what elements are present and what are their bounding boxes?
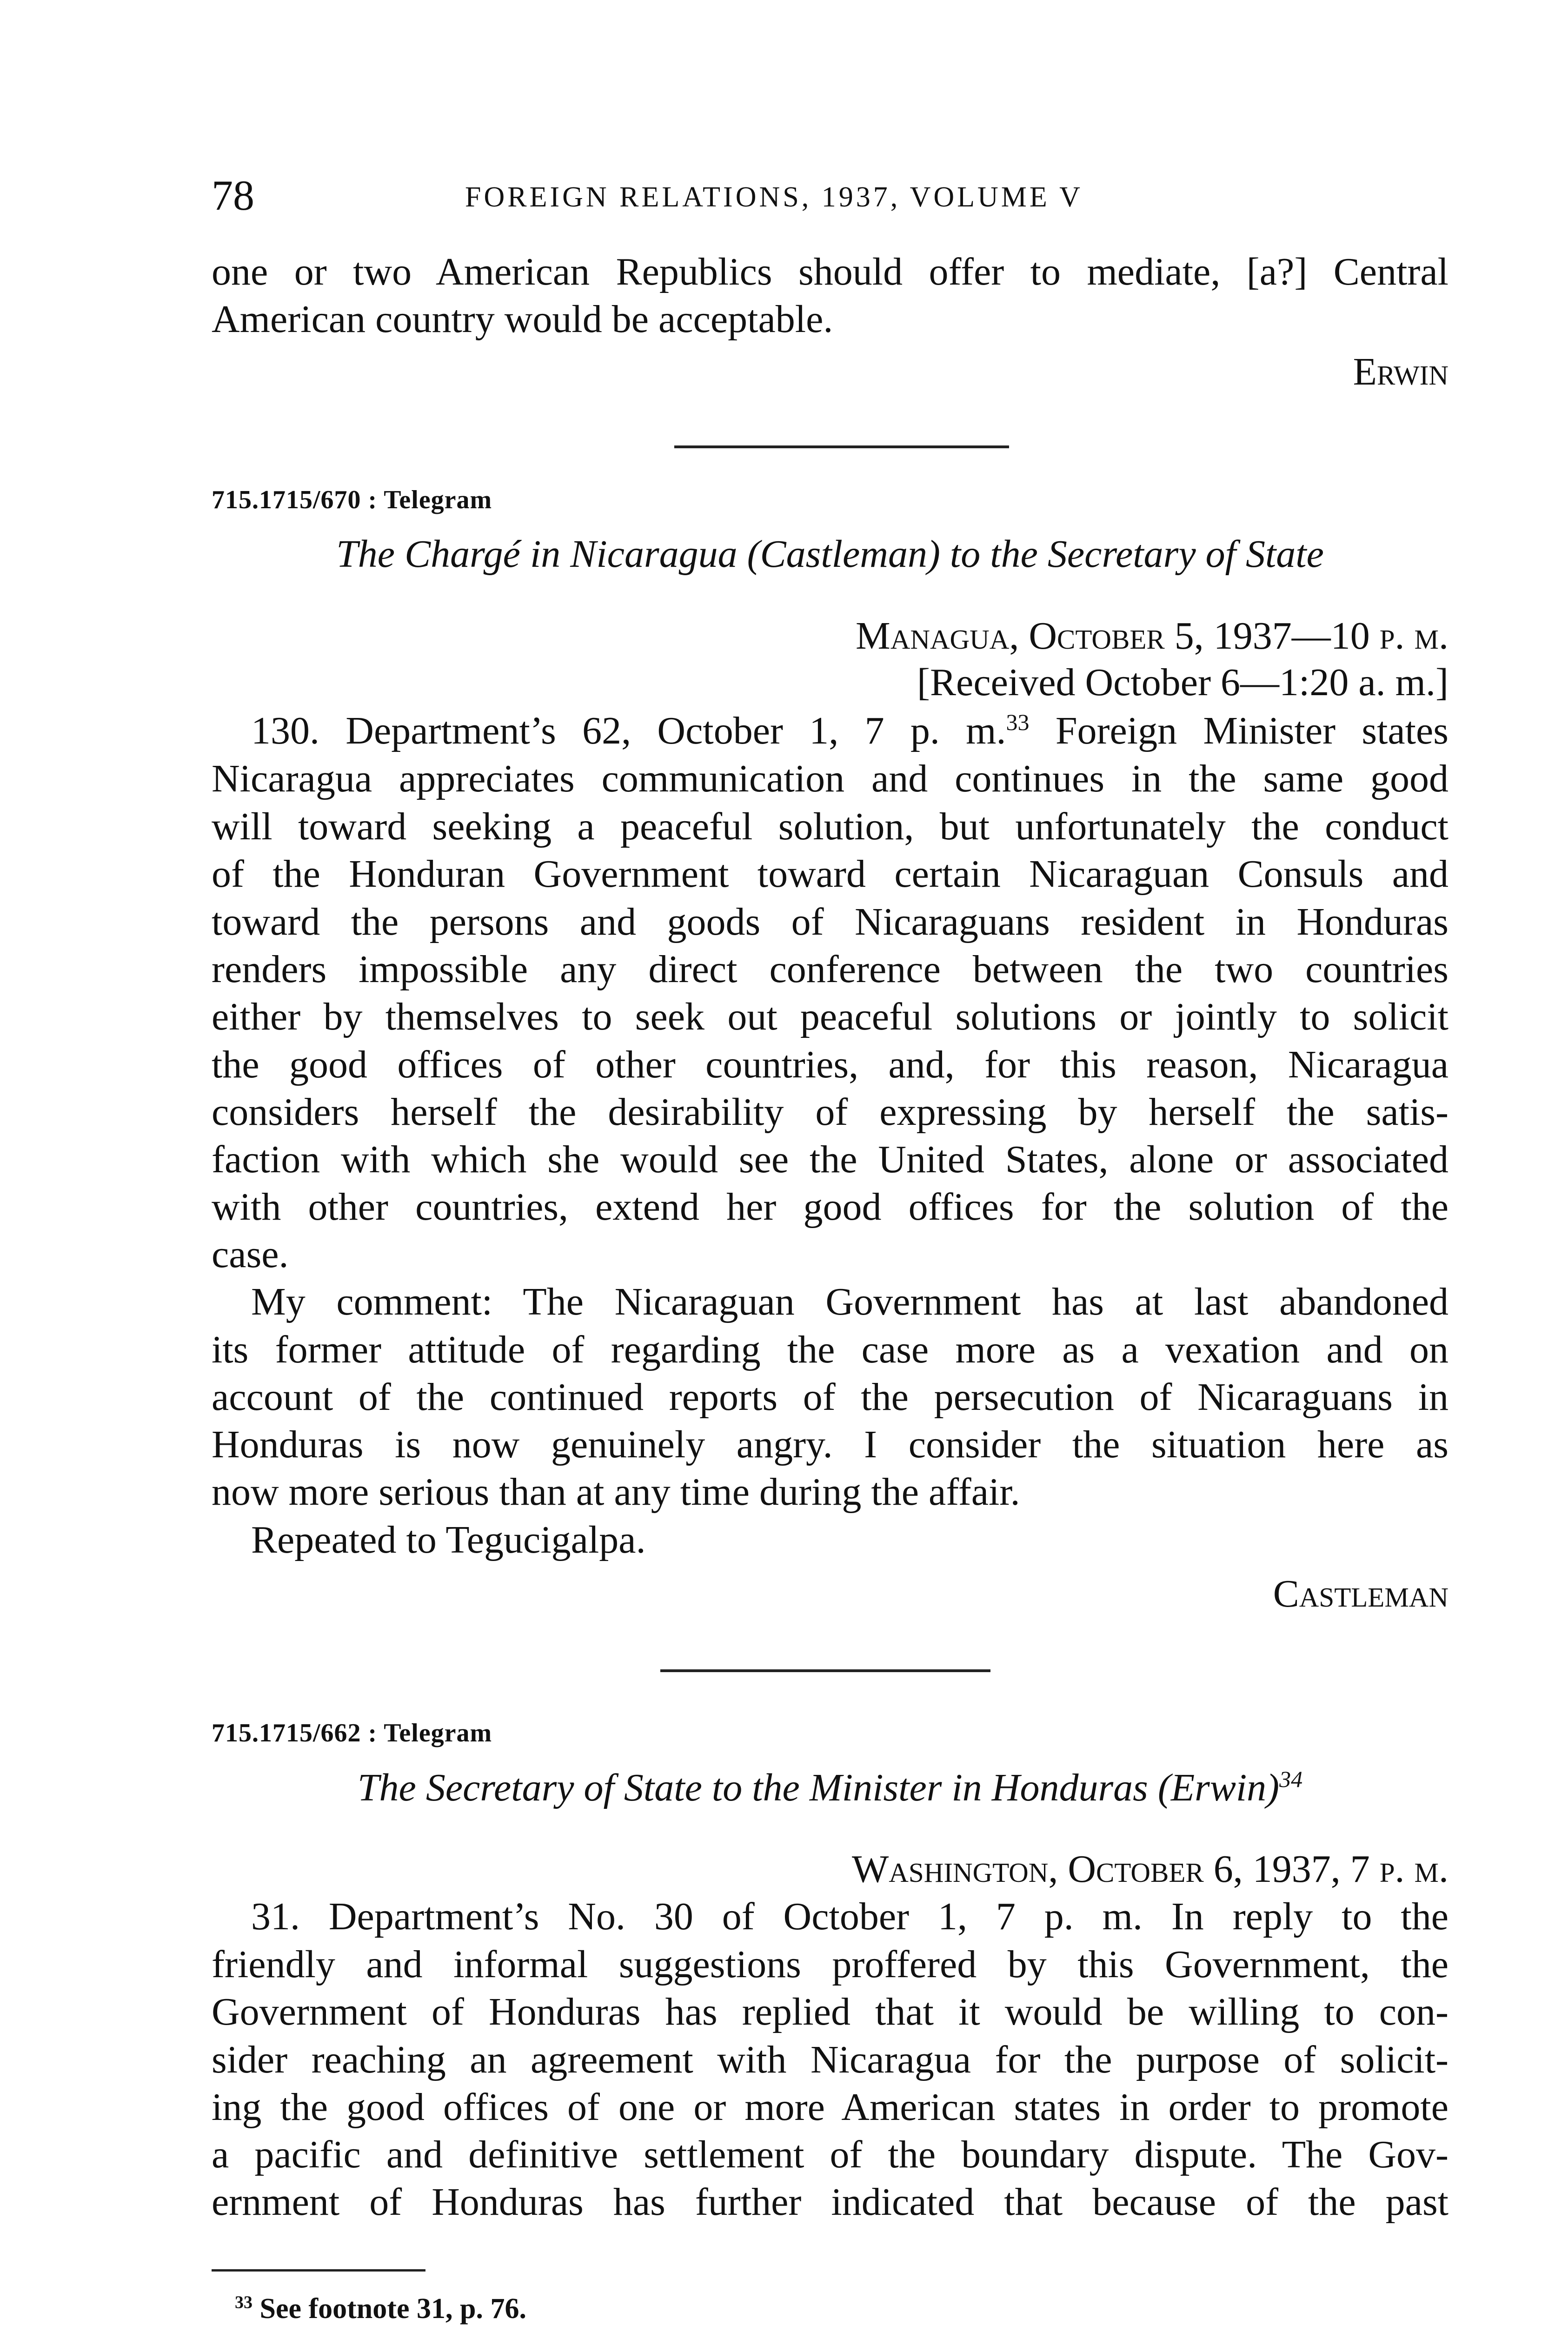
- running-head: FOREIGN RELATIONS, 1937, VOLUME V: [465, 181, 1083, 213]
- title-text: The Secretary of State to the Minister in Honduras (Erwin): [357, 1766, 1280, 1809]
- body-line: Government of Honduras has replied that it would be willing to con-: [212, 1990, 1448, 2033]
- signature-castleman: Castleman: [1273, 1572, 1448, 1615]
- footnote-33: [212, 2292, 1448, 2325]
- section-divider: [674, 445, 1009, 448]
- body-line: account of the continued reports of the persecution of Nicaraguans in: [212, 1375, 1448, 1419]
- place-date-line: [212, 613, 1448, 659]
- place-date-line: [212, 1846, 1448, 1893]
- message-number: 130. Department’s 62, October 1, 7 p. m.: [251, 709, 1006, 752]
- body-line: Honduras is now genuinely angry. I consider the situation here as: [212, 1423, 1448, 1466]
- continuation-line: American country would be acceptable.: [212, 298, 833, 341]
- body-line: of the Honduran Government toward certain Nicaraguan Consuls and: [212, 852, 1448, 896]
- body-line: considers herself the desirability of expressing by herself the satis-: [212, 1090, 1448, 1134]
- body-line: now more serious than at any time during the affair.: [212, 1470, 1020, 1514]
- body-line: with other countries, extend her good offices for the solution of the: [212, 1185, 1448, 1229]
- place-date: Managua, October 5, 1937—10 p. m.: [856, 614, 1448, 658]
- body-line: will toward seeking a peaceful solution, but unfortunately the conduct: [212, 805, 1448, 848]
- body-line: toward the persons and goods of Nicaraguans resident in Honduras: [212, 900, 1448, 943]
- received-line: [Received October 6—1:20 a. m.]: [917, 661, 1448, 704]
- footnote-ref-34: 34: [1279, 1766, 1303, 1792]
- page-number: 78: [212, 172, 254, 219]
- file-reference: 715.1715/662 : Telegram: [212, 1719, 492, 1747]
- body-line: the good offices of other countries, and, for this reason, Nicaragua: [212, 1043, 1448, 1086]
- page-header: [212, 170, 1448, 226]
- repeated-line: Repeated to Tegucigalpa.: [251, 1518, 646, 1561]
- body-line: friendly and informal suggestions proffered by this Government, the: [212, 1943, 1448, 1986]
- signature-erwin: Erwin: [1353, 350, 1448, 393]
- place-date: Washington, October 6, 1937, 7 p. m.: [852, 1847, 1448, 1891]
- body-line: ernment of Honduras has further indicated that because of the past: [212, 2180, 1448, 2224]
- section-divider: [660, 1669, 990, 1672]
- document-title: [212, 1765, 1448, 1811]
- footnote-mark: 33: [235, 2292, 252, 2312]
- body-line: its former attitude of regarding the case more as a vexation and on: [212, 1328, 1448, 1371]
- body-line: renders impossible any direct conference between the two countries: [212, 948, 1448, 991]
- body-line: 31. Department’s No. 30 of October 1, 7 p. m. In reply to the: [251, 1895, 1448, 1938]
- footnote-text: See footnote 31, p. 76.: [259, 2293, 526, 2325]
- file-reference: 715.1715/670 : Telegram: [212, 485, 492, 514]
- body-line: sider reaching an agreement with Nicaragua for the purpose of solicit-: [212, 2038, 1448, 2081]
- footnote-rule: [212, 2269, 425, 2272]
- body-line: either by themselves to seek out peaceful solutions or jointly to solicit: [212, 995, 1448, 1038]
- continuation-line: one or two American Republics should offer to mediate, [a?] Central: [212, 250, 1448, 293]
- document-title: The Chargé in Nicaragua (Castleman) to the Secretary of State: [336, 532, 1324, 576]
- body-line: a pacific and definitive settlement of the boundary dispute. The Gov-: [212, 2133, 1448, 2176]
- body-line: My comment: The Nicaraguan Government has at last abandoned: [251, 1280, 1448, 1323]
- footnote-ref-33: 33: [1006, 709, 1030, 735]
- body-line: faction with which she would see the United States, alone or associated: [212, 1138, 1448, 1181]
- text-span: Foreign Minister states: [1029, 709, 1448, 752]
- paragraph-first-line: [212, 708, 1448, 754]
- body-line: Nicaragua appreciates communication and continues in the same good: [212, 757, 1448, 800]
- body-line: ing the good offices of one or more American states in order to promote: [212, 2086, 1448, 2129]
- body-line: case.: [212, 1233, 289, 1276]
